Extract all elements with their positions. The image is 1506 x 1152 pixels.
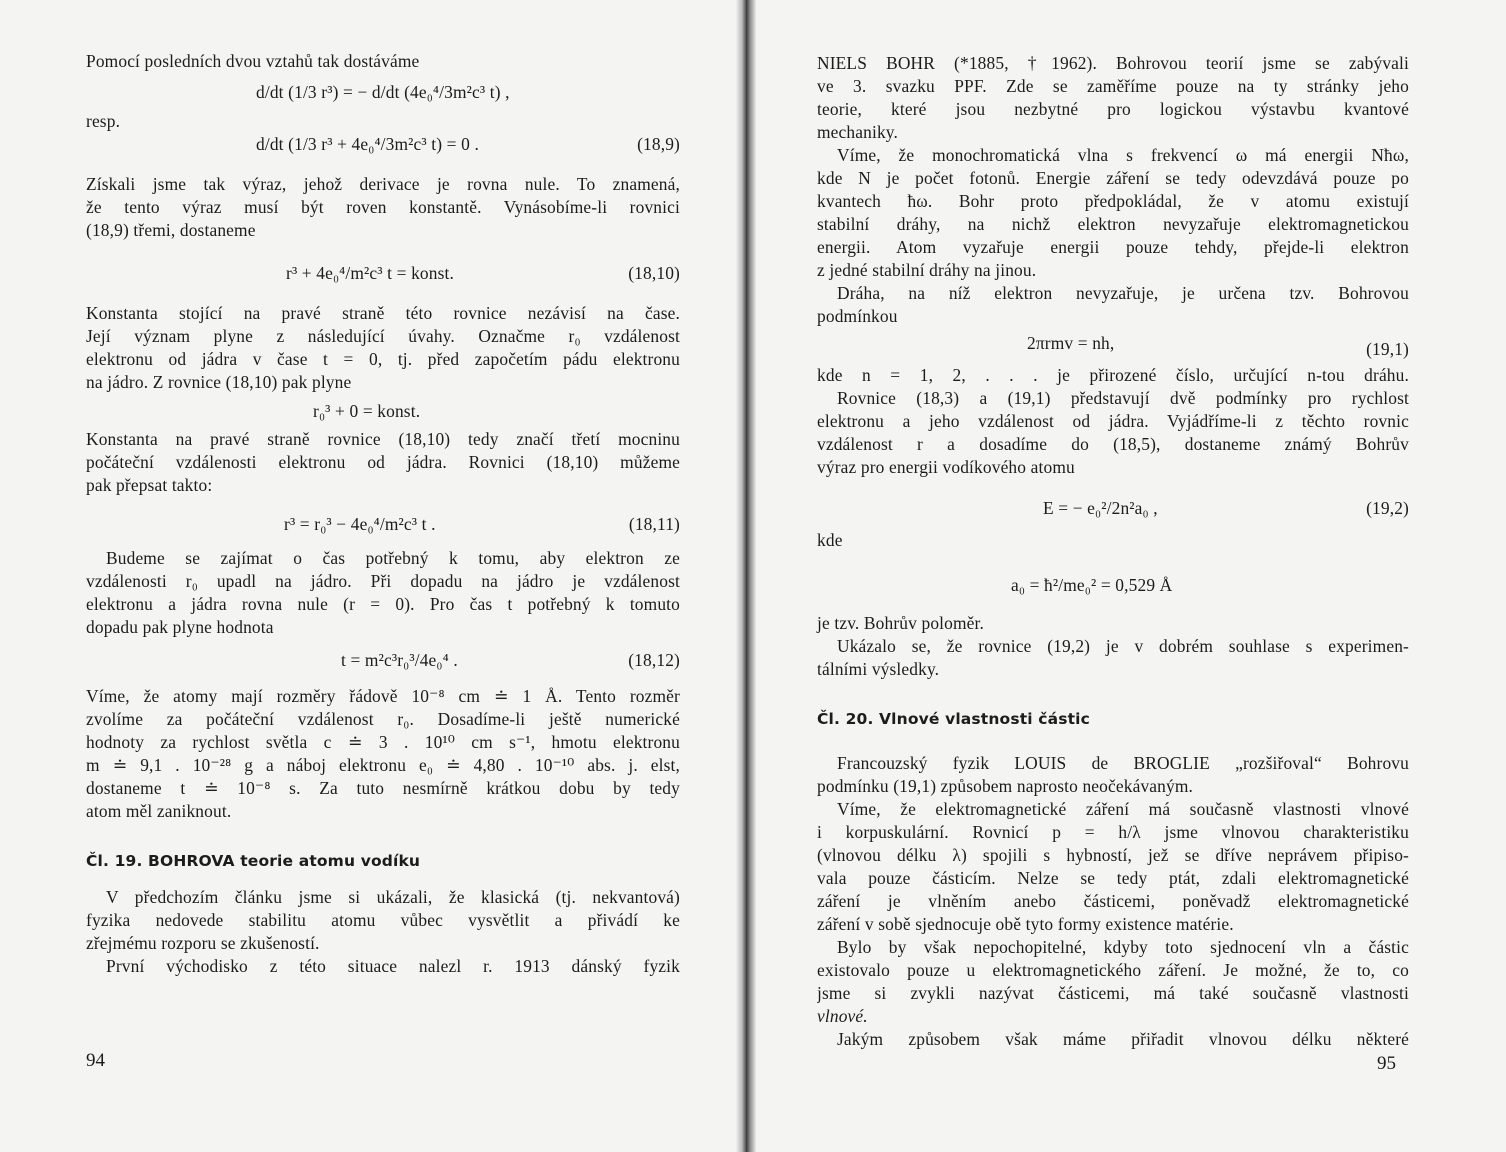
text-line: hodnoty za rychlost světla c ≐ 3 . 10¹⁰ cm s⁻¹, hmotu elektronu [86,732,680,752]
text-line: Ukázalo se, že rovnice (19,2) je v dobrém souhlase s experimen- [837,636,1409,656]
text-line: tálními výsledky. [817,659,940,679]
equation-expr: a₀ = ħ²/me₀² = 0,529 Å [1011,575,1173,595]
text-line: (18,9) třemi, dostaneme [86,220,256,240]
text-line: Rovnice (18,3) a (19,1) představují dvě podmínky pro rychlost [837,388,1409,408]
text-line: fyzika nedovede stabilitu atomu vůbec vysvětlit a přivádí ke [86,910,680,930]
equation [817,479,1409,529]
text-line: Víme, že elektromagnetické záření má současně vlastnosti vlnové [837,799,1409,819]
text-line: záření v sobě sjednocuje obě tyto formy existence matérie. [817,914,1234,934]
section-heading: Čl. 20. Vlnové vlastnosti částic [817,710,1090,728]
equation [817,552,1409,612]
text-line: První východisko z této situace nalezl r. 1913 dánský fyzik [106,956,680,976]
text-line: stabilní dráhy, na nichž elektron nevyzařuje elektromagnetickou [817,214,1409,234]
text-line: z jedné stabilní dráhy na jinou. [817,260,1037,280]
text-line: kde n = 1, 2, . . . je přirozené číslo, určující n-tou dráhu. [817,365,1409,385]
equation-expr: r³ = r₀³ − 4e₀⁴/m²c³ t . [284,514,436,534]
text-line: pak přepsat takto: [86,475,213,495]
text-line: m ≐ 9,1 . 10⁻²⁸ g a náboj elektronu e₀ ≐ 4,80 . 10⁻¹⁰ abs. j. elst, [86,755,680,775]
text-line: vzdálenosti r₀ upadl na jádro. Při dopadu na jádro je vzdálenost [86,571,680,591]
text-line: NIELS BOHR (*1885, †1962). Bohrovou teorií jsme se zabývali [817,53,1409,73]
spacer [817,731,1409,752]
text-line: kvantech ħω. Bohr proto předpokládal, že v atomu existují [817,191,1409,211]
text-line: zvolíme za počáteční vzdálenost r₀. Dosadíme-li ještě numerické [86,709,680,729]
equation-expr: t = m²c³r₀³/4e₀⁴ . [341,650,458,670]
text-line: záření je vlněním anebo částicemi, poněvadž elektromagnetické [817,891,1409,911]
equation [817,328,1409,364]
text-line: Jakým způsobem však máme přiřadit vlnovou délku některé [837,1029,1409,1049]
text-line: Konstanta na pravé straně rovnice (18,10) tedy značí třetí mocninu [86,429,680,449]
text-line: kde [817,530,843,550]
text-line: je tzv. Bohrův poloměr. [817,613,985,633]
text-line: Pomocí posledních dvou vztahů tak dostáváme [86,51,420,71]
text-line: V předchozím článku jsme si ukázali, že klasická (tj. nekvantová) [106,887,680,907]
text-line: elektronu a jádra rovna nule (r = 0). Pro čas t potřebný k tomuto [86,594,680,614]
text-line: teorie, které jsou nezbytné pro logickou výstavbu kvantové [817,99,1409,119]
equation-expr: d/dt (1/3 r³) = − d/dt (4e₀⁴/3m²c³ t) , [256,82,510,102]
text-line: Její význam plyne z následující úvahy. Označme r₀ vzdálenost [86,326,680,346]
text-line: Budeme se zajímat o čas potřebný k tomu, aby elektron ze [106,548,680,568]
text-line: počáteční vzdálenosti elektronu od jádra. Rovnici (18,10) můžeme [86,452,680,472]
spacer [817,681,1409,708]
text-line: na jádro. Z rovnice (18,10) pak plyne [86,372,352,392]
text-line: výraz pro energii vodíkového atomu [817,457,1075,477]
equation [86,639,680,685]
text-line: dostaneme t ≐ 10⁻⁸ s. Za tuto nesmírně krátkou dobu by tedy [86,778,680,798]
equation-number: (18,9) [637,134,680,154]
equation [86,394,680,428]
equation-expr: r₀³ + 0 = konst. [313,401,421,421]
text-line: podmínkou [817,306,898,326]
equation-expr: 2πrmv = nh, [1027,333,1115,353]
equation-expr: r³ + 4e₀⁴/m²c³ t = konst. [286,263,455,283]
text-line: (vlnovou délku λ) spojili s hybností, jež se dříve neprávem připiso- [817,845,1409,865]
equation [86,73,680,113]
equation-number: (19,1) [1366,339,1409,359]
text-line: že tento výraz musí být roven konstantě. Vynásobíme-li rovnici [86,197,680,217]
spacer [86,873,680,886]
text-line: Francouzský fyzik LOUIS de BROGLIE „rozšiřoval“ Bohrovu [837,753,1409,773]
text-line: dopadu pak plyne hodnota [86,617,274,637]
text-line: elektronu od jádra v čase t = 0, tj. před započetím pádu elektronu [86,349,680,369]
right-text-column [817,52,1409,1051]
text-line: i korpuskulární. Rovnicí p = h/λ jsme vlnovou charakteristiku [817,822,1409,842]
equation-number: (18,11) [628,514,680,534]
text-line: mechaniky. [817,122,899,142]
text-line: podmínku (19,1) způsobem naprosto neočekávaným. [817,776,1194,796]
page-number-right: 95 [1377,1053,1396,1074]
text-line: zřejmému rozporu se zkušeností. [86,933,320,953]
equation-number: (19,2) [1366,498,1409,518]
spacer [86,823,680,850]
text-line: kde N je počet fotonů. Energie záření se tedy odevzdává pouze po [817,168,1409,188]
text-line: Víme, že atomy mají rozměry řádově 10⁻⁸ cm ≐ 1 Å. Tento rozměr [86,686,680,706]
page-number-left: 94 [86,1050,105,1071]
text-line: atom měl zaniknout. [86,801,232,821]
equation-expr: d/dt (1/3 r³ + 4e₀⁴/3m²c³ t) = 0 . [256,134,479,154]
text-line: vlnové. [817,1006,868,1026]
section-heading: Čl. 19. BOHROVA teorie atomu vodíku [86,852,421,870]
text-line: vala pouze částicím. Nelze se tedy ptát, zdali elektromagnetické [817,868,1409,888]
text-line: Víme, že monochromatická vlna s frekvencí ω má energii Nħω, [837,145,1409,165]
text-line: Dráha, na níž elektron nevyzařuje, je určena tzv. Bohrovou [837,283,1409,303]
text-line: energii. Atom vyzařuje energii pouze tehdy, přejde-li elektron [817,237,1409,257]
equation-expr: E = − e₀²/2n²a₀ , [1043,498,1158,518]
text-line: Získali jsme tak výraz, jehož derivace je rovna nule. To znamená, [86,174,680,194]
text-line: Konstanta stojící na pravé straně této rovnice nezávisí na čase. [86,303,680,323]
book-gutter [736,0,756,1152]
equation [86,497,680,547]
left-text-column [86,50,680,978]
text-line: resp. [86,111,121,131]
text-line: elektronu a jeho vzdálenost od jádra. Vyjádříme-li z těchto rovnic [817,411,1409,431]
equation [86,129,680,173]
equation-number: (18,12) [628,650,680,670]
equation [86,242,680,302]
text-line: jsme si zvykli nazývat částicemi, má také současně vlastnosti [817,983,1409,1003]
text-line: Bylo by však nepochopitelné, kdyby toto sjednocení vln a částic [837,937,1409,957]
equation-number: (18,10) [628,263,680,283]
text-line: vzdálenost r a dosadíme do (18,5), dostaneme známý Bohrův [817,434,1409,454]
text-line: ve 3. svazku PPF. Zde se zaměříme pouze na ty stránky jeho [817,76,1409,96]
text-line: existovalo pouze u elektromagnetického záření. Je možné, že to, co [817,960,1409,980]
